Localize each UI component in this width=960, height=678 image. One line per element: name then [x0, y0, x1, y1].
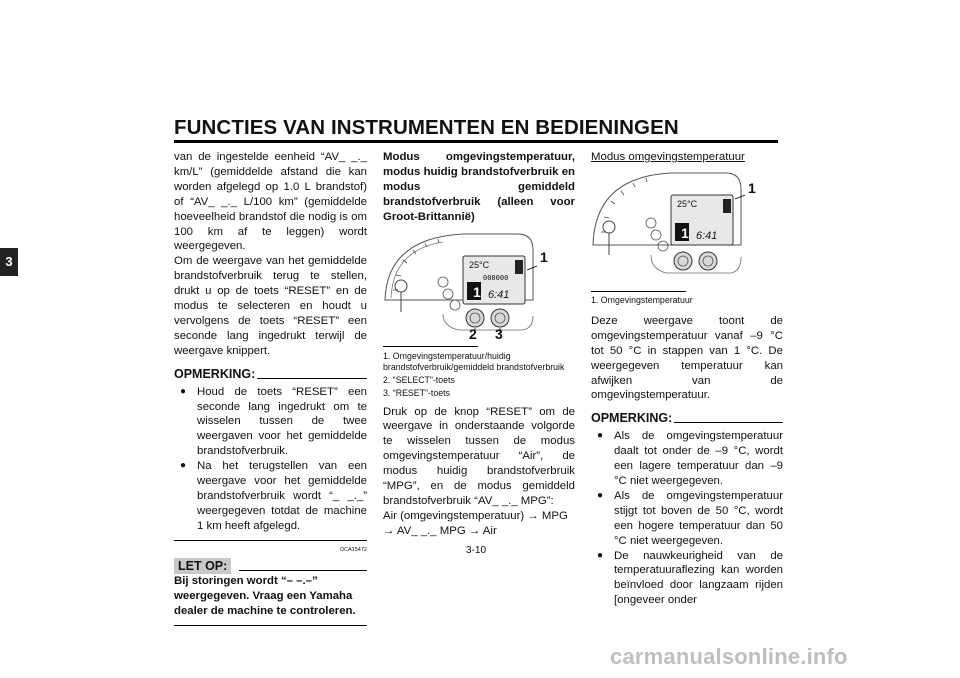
temp-readout: 25°C	[469, 259, 490, 270]
temp-readout: 25°C	[677, 198, 698, 209]
note-title: OPMERKING:	[591, 411, 673, 426]
caption-item: 1. Omgevingstemperatuur	[591, 294, 693, 305]
odo-readout: 000000	[483, 273, 509, 282]
page-title: FUNCTIES VAN INSTRUMENTEN EN BEDIENINGEN	[174, 116, 679, 139]
callout-2: 2	[469, 325, 477, 342]
note-item: ● Houd de toets “RESET” een seconde lang ingedrukt om te wisselen tussen de twee weergaven voor het gemiddelde brandstofverbruik.	[180, 385, 367, 460]
col3-heading: Modus omgevingstemperatuur	[591, 151, 745, 163]
col2-para1: Druk op de knop “RESET” om de weergave in onderstaande volgorde te wisselen tussen de modus omgevingstemperatuur “Air”, de modus huidig brandstofverbruik “MPG”, en de modus gemiddeld brandstofverbruik “AV_ _._ MPG”:	[383, 405, 575, 507]
clock-readout: 6:41	[696, 229, 718, 242]
note-list	[174, 385, 367, 534]
caption-rule	[591, 291, 686, 292]
note-list	[591, 429, 783, 608]
watermark: carmanualsonline.info	[610, 644, 848, 669]
dashboard-drawing	[383, 230, 573, 342]
caution-code: DCA15472	[340, 546, 367, 553]
title-rule	[174, 140, 778, 143]
note-item: ● Als de omgevingstemperatuur stijgt tot boven de 50 °C, wordt een hogere temperatuur dan 50 °C niet weergegeven.	[597, 489, 783, 549]
caption-item: 3. “RESET”-toets	[383, 387, 450, 398]
caption-item: 2. “SELECT”-toets	[383, 374, 455, 385]
col1-para2: Om de weergave van het gemiddelde brandstofverbruik terug te stellen, drukt u op de toets “RESET” en de modus te selecteren en houdt u vervolgens de toets “RESET” een seconde lang ingedrukt terwijl de weergave knippert.	[174, 255, 367, 357]
col2-sequence: Air (omgevingstemperatuur) → MPG → AV_ _._ MPG → Air	[383, 509, 568, 537]
gear-indicator: 1	[681, 224, 689, 241]
column-1	[174, 150, 367, 626]
note-heading	[591, 411, 783, 426]
caption-list	[383, 351, 575, 399]
note-item: ● Als de omgevingstemperatuur daalt tot onder de –9 °C, wordt een lagere temperatuur dan –9 °C niet weergegeven.	[597, 429, 783, 489]
column-3	[591, 150, 783, 608]
note-title: OPMERKING:	[174, 366, 256, 381]
callout-3: 3	[495, 325, 503, 342]
callout-1: 1	[540, 248, 548, 265]
caution-title: LET OP:	[174, 558, 231, 575]
note-end-rule	[174, 536, 367, 541]
dashboard-illustration	[383, 230, 573, 342]
page-number: 3-10	[466, 545, 487, 556]
caption-item: 1. Omgevingstemperatuur/huidig brandstofverbruik/gemiddeld brandstofverbruik	[383, 350, 565, 372]
caution-end-rule	[174, 621, 367, 626]
note-item: ● Na het terugstellen van een weergave voor het gemiddelde brandstofverbruik wordt “_ _._” weergegeven totdat de machine 1 km heeft afgelegd.	[180, 459, 367, 534]
callout-1: 1	[748, 179, 756, 196]
note-item: ● De nauwkeurigheid van de temperatuuraflezing kan worden beïnvloed door langzaam rijden [ongeveer onder	[597, 549, 783, 609]
col2-heading: Modus omgevingstemperatuur, modus huidig brandstofverbruik en modus gemiddeld brandstofverbruik (alleen voor Groot-Brittannië)	[383, 151, 575, 223]
caution-text: Bij storingen wordt “– –.–” weergegeven. Vraag een Yamaha dealer de machine te controleren.	[174, 575, 356, 618]
caution-heading	[174, 558, 367, 575]
clock-readout: 6:41	[488, 288, 510, 301]
col3-para1: Deze weergave toont de omgevingstemperatuur vanaf –9 °C tot 50 °C in stappen van 1 °C. De weergegeven temperatuur kan afwijken van de omgevingstemperatuur.	[591, 314, 783, 402]
col1-para1: van de ingestelde eenheid “AV_ _._ km/L” (gemiddelde afstand die kan worden afgelegd op 1.0 L brandstof) of “AV_ _._ L/100 km” (gemiddelde hoeveelheid brandstof die nodig is om 100 km af te leggen) wordt weergegeven.	[174, 151, 367, 253]
caption-rule	[383, 346, 478, 347]
column-2	[383, 150, 575, 539]
chapter-tab: 3	[0, 248, 18, 276]
note-heading	[174, 367, 367, 382]
dashboard-illustration-2	[591, 169, 781, 287]
gear-indicator: 1	[473, 283, 481, 300]
